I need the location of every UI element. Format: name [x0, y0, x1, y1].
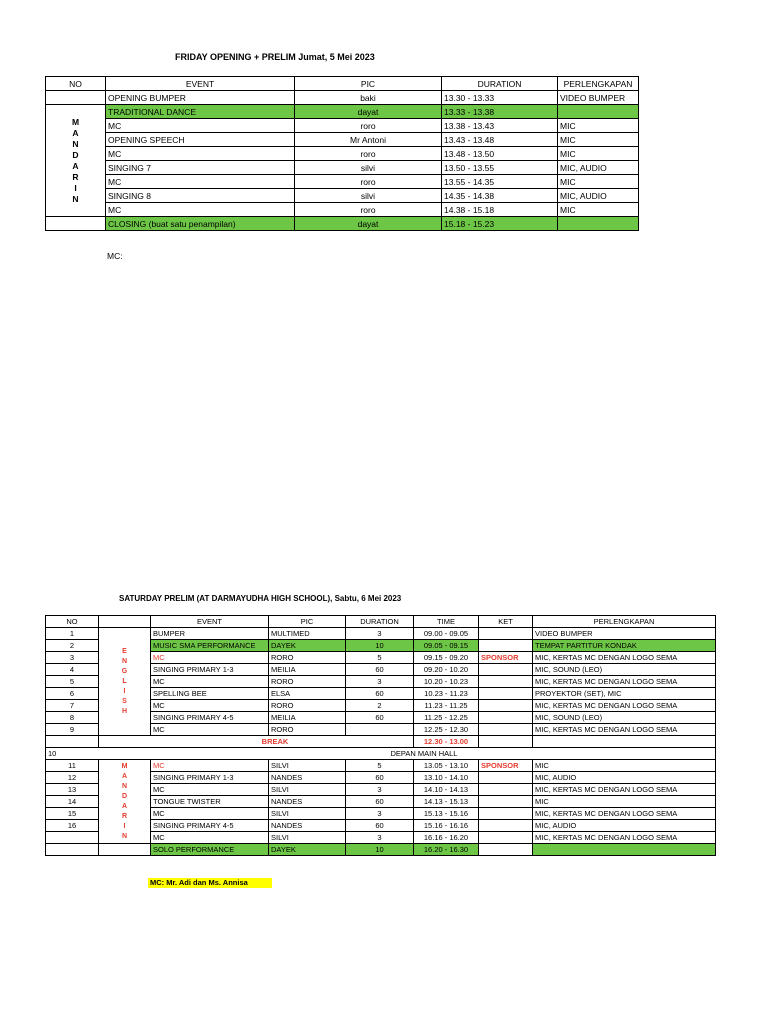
event-cell: MC: [151, 760, 269, 772]
no-cell: 2: [46, 640, 99, 652]
break-label: BREAK: [99, 736, 414, 748]
table-row: [46, 133, 639, 147]
group-letter: N: [121, 782, 128, 790]
no-cell: 13: [46, 784, 99, 796]
pic-cell: NANDES: [269, 796, 346, 808]
pic-cell: NANDES: [269, 772, 346, 784]
event-cell: MUSIC SMA PERFORMANCE: [151, 640, 269, 652]
ket-cell: SPONSOR: [479, 652, 533, 664]
no-cell: [46, 217, 106, 231]
ket-cell: [479, 820, 533, 832]
perlengkapan-cell: [533, 844, 716, 856]
ket-cell: [479, 640, 533, 652]
duration-cell: 13.48 - 13.50: [442, 147, 558, 161]
duration-cell: 13.33 - 13.38: [442, 105, 558, 119]
event-cell: SINGING PRIMARY 1-3: [151, 772, 269, 784]
duration-cell: 3: [346, 628, 414, 640]
perlengkapan-cell: MIC, AUDIO: [558, 189, 639, 203]
ket-cell: [479, 784, 533, 796]
pic-cell: SILVI: [269, 832, 346, 844]
no-cell: 15: [46, 808, 99, 820]
duration-cell: 10: [346, 640, 414, 652]
pic-cell: baki: [295, 91, 442, 105]
perlengkapan-cell: VIDEO BUMPER: [533, 628, 716, 640]
pic-cell: DAYEK: [269, 640, 346, 652]
friday-title: FRIDAY OPENING + PRELIM Jumat, 5 Mei 2023: [175, 52, 375, 62]
perlengkapan-cell: MIC, SOUND (LEO): [533, 712, 716, 724]
time-cell: 09.00 - 09.05: [414, 628, 479, 640]
saturday-title: SATURDAY PRELIM (AT DARMAYUDHA HIGH SCHOOL), Sabtu, 6 Mei 2023: [119, 594, 402, 603]
event-cell: MC: [106, 203, 295, 217]
time-cell: 11.23 - 11.25: [414, 700, 479, 712]
event-cell: MC: [106, 175, 295, 189]
perlengkapan-cell: MIC: [533, 760, 716, 772]
saturday-header-cell: NO: [46, 616, 99, 628]
time-cell: 16.20 - 16.30: [414, 844, 479, 856]
event-cell: MC: [151, 676, 269, 688]
duration-cell: [346, 724, 414, 736]
group-spacer: [99, 844, 151, 856]
location-label: DEPAN MAIN HALL: [99, 748, 716, 760]
no-cell: [46, 736, 99, 748]
pic-cell: roro: [295, 147, 442, 161]
ket-cell: [479, 676, 533, 688]
event-cell: SINGING PRIMARY 1-3: [151, 664, 269, 676]
group-letter: N: [121, 832, 128, 840]
time-cell: 10.23 - 11.23: [414, 688, 479, 700]
pic-cell: roro: [295, 175, 442, 189]
ket-cell: [479, 628, 533, 640]
no-cell: 11: [46, 760, 99, 772]
pic-cell: MEILIA: [269, 712, 346, 724]
perlengkapan-cell: [558, 105, 639, 119]
event-cell: SINGING 8: [106, 189, 295, 203]
time-cell: 15.13 - 15.16: [414, 808, 479, 820]
friday-header-row: [46, 77, 639, 91]
ket-cell: [479, 712, 533, 724]
duration-cell: 3: [346, 832, 414, 844]
time-cell: 12.25 - 12.30: [414, 724, 479, 736]
pic-cell: roro: [295, 119, 442, 133]
friday-header-cell: DURATION: [442, 77, 558, 91]
pic-cell: ELSA: [269, 688, 346, 700]
group-letter: A: [72, 160, 79, 171]
group-letter: D: [121, 792, 128, 800]
group-letter: M: [121, 762, 128, 770]
group-letter: I: [123, 822, 126, 830]
perlengkapan-cell: MIC: [533, 796, 716, 808]
event-cell: SINGING PRIMARY 4-5: [151, 712, 269, 724]
event-cell: SOLO PERFORMANCE: [151, 844, 269, 856]
saturday-header-cell: TIME: [414, 616, 479, 628]
ket-cell: [479, 832, 533, 844]
pic-cell: RORO: [269, 700, 346, 712]
english-group-label: [99, 628, 151, 736]
duration-cell: 5: [346, 760, 414, 772]
time-cell: 09.05 - 09.15: [414, 640, 479, 652]
pic-cell: RORO: [269, 676, 346, 688]
ket-cell: [479, 736, 533, 748]
table-row: [46, 147, 639, 161]
friday-mc-label: MC:: [107, 251, 123, 261]
ket-cell: SPONSOR: [479, 760, 533, 772]
ket-cell: [479, 796, 533, 808]
pic-cell: DAYEK: [269, 844, 346, 856]
saturday-header-cell: [99, 616, 151, 628]
pic-cell: SILVI: [269, 760, 346, 772]
no-cell: 3: [46, 652, 99, 664]
no-cell: [46, 844, 99, 856]
ket-cell: [479, 700, 533, 712]
perlengkapan-cell: MIC: [558, 147, 639, 161]
pic-cell: dayat: [295, 217, 442, 231]
event-cell: SPELLING BEE: [151, 688, 269, 700]
perlengkapan-cell: PROYEKTOR (SET), MIC: [533, 688, 716, 700]
friday-header-cell: NO: [46, 77, 106, 91]
perlengkapan-cell: MIC: [558, 119, 639, 133]
time-cell: 14.13 - 15.13: [414, 796, 479, 808]
duration-cell: 13.50 - 13.55: [442, 161, 558, 175]
no-cell: 8: [46, 712, 99, 724]
friday-header-cell: PERLENGKAPAN: [558, 77, 639, 91]
ket-cell: [479, 724, 533, 736]
ket-cell: [479, 664, 533, 676]
table-row: [46, 217, 639, 231]
perlengkapan-cell: MIC: [558, 203, 639, 217]
group-letter: G: [121, 667, 128, 675]
event-cell: MC: [151, 652, 269, 664]
saturday-header-cell: EVENT: [151, 616, 269, 628]
table-row: [46, 119, 639, 133]
perlengkapan-cell: MIC, KERTAS MC DENGAN LOGO SEMA: [533, 832, 716, 844]
table-row: [46, 844, 716, 856]
event-cell: MC: [106, 147, 295, 161]
saturday-header-cell: PERLENGKAPAN: [533, 616, 716, 628]
event-cell: MC: [151, 700, 269, 712]
perlengkapan-cell: MIC, KERTAS MC DENGAN LOGO SEMA: [533, 700, 716, 712]
event-cell: SINGING 7: [106, 161, 295, 175]
ket-cell: [479, 844, 533, 856]
group-letter: I: [74, 182, 77, 193]
no-cell: 5: [46, 676, 99, 688]
pic-cell: NANDES: [269, 820, 346, 832]
pic-cell: RORO: [269, 652, 346, 664]
perlengkapan-cell: [558, 217, 639, 231]
event-cell: CLOSING (buat satu penampilan): [106, 217, 295, 231]
perlengkapan-cell: MIC, AUDIO: [533, 772, 716, 784]
group-letter: H: [121, 707, 128, 715]
time-cell: 13.05 - 13.10: [414, 760, 479, 772]
saturday-header-cell: DURATION: [346, 616, 414, 628]
duration-cell: 10: [346, 844, 414, 856]
duration-cell: 2: [346, 700, 414, 712]
friday-header-cell: PIC: [295, 77, 442, 91]
perlengkapan-cell: MIC: [558, 175, 639, 189]
duration-cell: 13.30 - 13.33: [442, 91, 558, 105]
event-cell: OPENING SPEECH: [106, 133, 295, 147]
group-letter: L: [122, 677, 127, 685]
perlengkapan-cell: MIC, KERTAS MC DENGAN LOGO SEMA: [533, 808, 716, 820]
time-cell: 11.25 - 12.25: [414, 712, 479, 724]
pic-cell: roro: [295, 203, 442, 217]
duration-cell: 13.55 - 14.35: [442, 175, 558, 189]
group-letter: S: [122, 697, 127, 705]
event-cell: TONGUE TWISTER: [151, 796, 269, 808]
break-time: 12.30 - 13.00: [414, 736, 479, 748]
pic-cell: Mr Antoni: [295, 133, 442, 147]
group-letter: N: [72, 193, 79, 204]
table-row: [46, 628, 716, 640]
no-cell: 12: [46, 772, 99, 784]
event-cell: OPENING BUMPER: [106, 91, 295, 105]
saturday-mc-note: MC: Mr. Adi dan Ms. Annisa: [148, 878, 272, 888]
group-letter: A: [72, 127, 79, 138]
table-row: [46, 760, 716, 772]
no-cell: 6: [46, 688, 99, 700]
duration-cell: 13.43 - 13.48: [442, 133, 558, 147]
event-cell: MC: [151, 784, 269, 796]
group-letter: E: [122, 647, 127, 655]
pic-cell: dayat: [295, 105, 442, 119]
group-letter: A: [121, 802, 128, 810]
no-cell: [46, 91, 106, 105]
no-cell: 16: [46, 820, 99, 832]
time-cell: 15.16 - 16.16: [414, 820, 479, 832]
duration-cell: 14.38 - 15.18: [442, 203, 558, 217]
duration-cell: 15.18 - 15.23: [442, 217, 558, 231]
mandarin-group-label: [46, 105, 106, 217]
perlengkapan-cell: MIC, KERTAS MC DENGAN LOGO SEMA: [533, 676, 716, 688]
duration-cell: 60: [346, 664, 414, 676]
duration-cell: 3: [346, 676, 414, 688]
event-cell: MC: [151, 724, 269, 736]
event-cell: TRADITIONAL DANCE: [106, 105, 295, 119]
ket-cell: [479, 772, 533, 784]
no-cell: 4: [46, 664, 99, 676]
duration-cell: 14.35 - 14.38: [442, 189, 558, 203]
pic-cell: MULTIMED: [269, 628, 346, 640]
table-row: [46, 189, 639, 203]
pic-cell: silvi: [295, 189, 442, 203]
time-cell: 09.20 - 10.20: [414, 664, 479, 676]
event-cell: MC: [151, 808, 269, 820]
duration-cell: 60: [346, 820, 414, 832]
pic-cell: SILVI: [269, 808, 346, 820]
saturday-header-cell: KET: [479, 616, 533, 628]
table-row: [46, 175, 639, 189]
no-cell: 1: [46, 628, 99, 640]
table-row: [46, 105, 639, 119]
duration-cell: 60: [346, 688, 414, 700]
friday-header-cell: EVENT: [106, 77, 295, 91]
group-letter: M: [71, 116, 80, 127]
perlengkapan-cell: VIDEO BUMPER: [558, 91, 639, 105]
group-letter: N: [121, 657, 128, 665]
time-cell: 14.10 - 14.13: [414, 784, 479, 796]
perlengkapan-cell: MIC, SOUND (LEO): [533, 664, 716, 676]
saturday-header-cell: PIC: [269, 616, 346, 628]
time-cell: 09.15 - 09.20: [414, 652, 479, 664]
duration-cell: 60: [346, 796, 414, 808]
perlengkapan-cell: TEMPAT PARTITUR KONDAK: [533, 640, 716, 652]
group-letter: D: [72, 149, 79, 160]
perlengkapan-cell: MIC, KERTAS MC DENGAN LOGO SEMA: [533, 724, 716, 736]
event-cell: MC: [151, 832, 269, 844]
table-row: [46, 161, 639, 175]
group-letter: A: [121, 772, 128, 780]
time-cell: 13.10 - 14.10: [414, 772, 479, 784]
perlengkapan-cell: MIC: [558, 133, 639, 147]
group-letter: R: [121, 812, 128, 820]
table-row: [46, 203, 639, 217]
duration-cell: 60: [346, 712, 414, 724]
ket-cell: [479, 808, 533, 820]
pic-cell: silvi: [295, 161, 442, 175]
mandarin-group-label: [99, 760, 151, 844]
duration-cell: 13.38 - 13.43: [442, 119, 558, 133]
duration-cell: 60: [346, 772, 414, 784]
pic-cell: RORO: [269, 724, 346, 736]
duration-cell: 5: [346, 652, 414, 664]
group-letter: N: [72, 138, 79, 149]
no-cell: 9: [46, 724, 99, 736]
friday-schedule-table: [45, 76, 639, 231]
no-cell: 7: [46, 700, 99, 712]
perlengkapan-cell: [533, 736, 716, 748]
saturday-header-row: [46, 616, 716, 628]
event-cell: SINGING PRIMARY 4-5: [151, 820, 269, 832]
perlengkapan-cell: MIC, KERTAS MC DENGAN LOGO SEMA: [533, 784, 716, 796]
ket-cell: [479, 688, 533, 700]
perlengkapan-cell: MIC, KERTAS MC DENGAN LOGO SEMA: [533, 652, 716, 664]
time-cell: 16.16 - 16.20: [414, 832, 479, 844]
no-cell: 10: [46, 748, 99, 760]
no-cell: 14: [46, 796, 99, 808]
break-row: [46, 736, 716, 748]
group-letter: R: [72, 171, 79, 182]
time-cell: 10.20 - 10.23: [414, 676, 479, 688]
event-cell: BUMPER: [151, 628, 269, 640]
duration-cell: 3: [346, 808, 414, 820]
location-row: [46, 748, 716, 760]
perlengkapan-cell: MIC, AUDIO: [558, 161, 639, 175]
saturday-schedule-table: [45, 615, 716, 856]
pic-cell: MEILIA: [269, 664, 346, 676]
pic-cell: SILVI: [269, 784, 346, 796]
no-cell: [46, 832, 99, 844]
event-cell: MC: [106, 119, 295, 133]
perlengkapan-cell: MIC, AUDIO: [533, 820, 716, 832]
duration-cell: 3: [346, 784, 414, 796]
group-letter: I: [123, 687, 126, 695]
table-row: [46, 91, 639, 105]
